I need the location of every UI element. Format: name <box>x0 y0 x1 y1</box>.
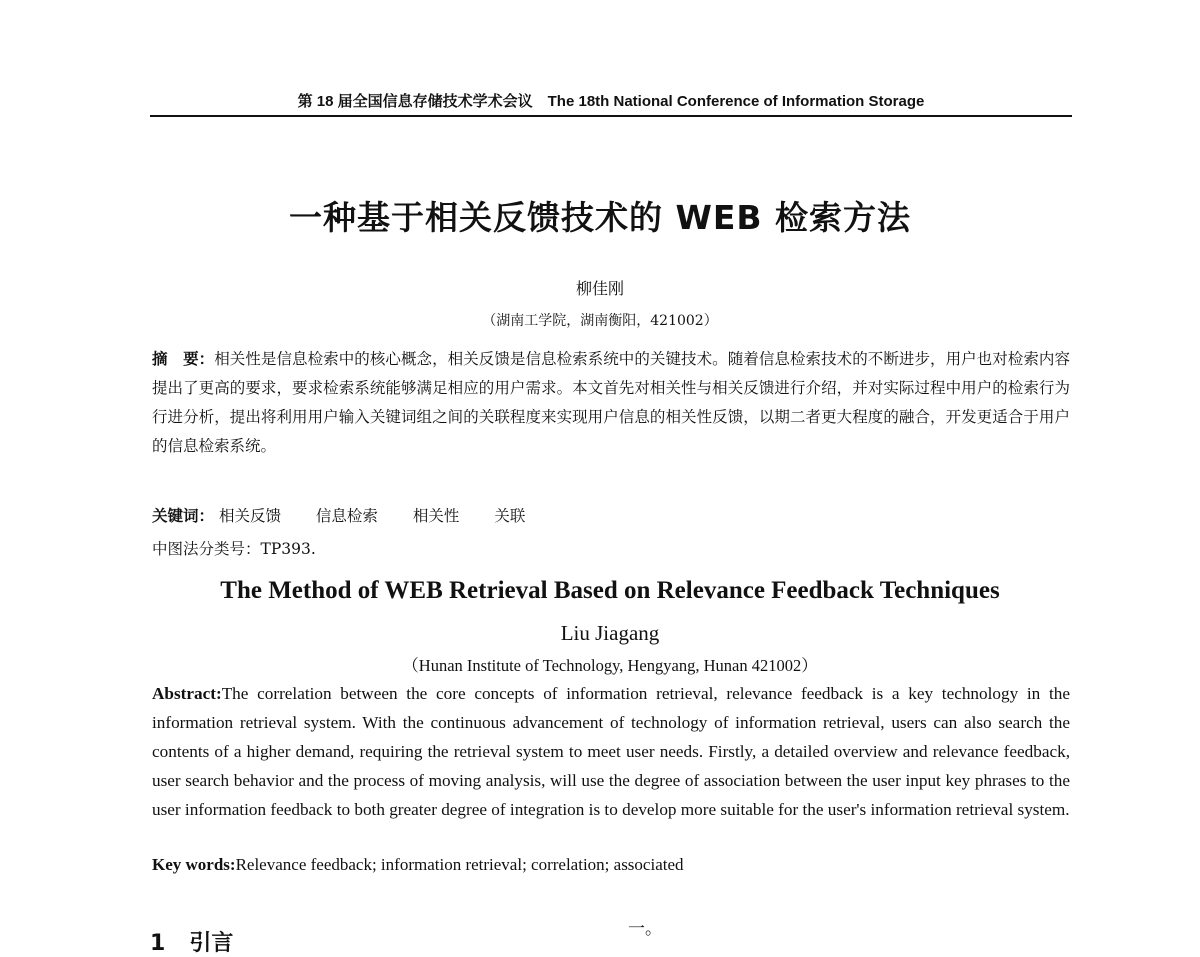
english-title: The Method of WEB Retrieval Based on Relevance Feedback Techniques <box>220 577 1000 604</box>
english-affiliation: （Hunan Institute of Technology, Hengyang, Hunan 421002） <box>402 656 818 675</box>
chinese-author: 柳佳刚 <box>575 279 624 298</box>
header-rule <box>150 115 1072 117</box>
english-abstract <box>152 679 1070 824</box>
chinese-keyword: 信息检索 <box>315 507 378 525</box>
chinese-abstract-label: 摘 要： <box>152 350 215 368</box>
chinese-keyword: 相关反馈 <box>218 507 281 525</box>
chinese-abstract-text: 相关性是信息检索中的核心概念，相关反馈是信息检索系统中的关键技术。随着信息检索技术的不断进步，用户也对检索内容提出了更高的要求，要求检索系统能够满足相应的用户需求。本文首先对相关性与相关反馈进行介绍，并对实际过程中用户的检索行为行进分析，提出将利用用户输入关键词组之间的关联程度来实现用户信息的相关性反馈，以期二者更大程度的融合，开发更适合于用户的信息检索系统。 <box>152 350 1070 455</box>
chinese-keyword: 关联 <box>494 507 526 525</box>
chinese-keywords-label: 关键词： <box>152 507 215 525</box>
section-title: 引言 <box>189 931 234 956</box>
english-keywords <box>152 855 1070 875</box>
english-keywords-text: Relevance feedback; information retrieval; correlation; associated <box>235 855 684 874</box>
english-abstract-label: Abstract: <box>152 684 222 703</box>
running-header: 第 18 届全国信息存储技术学术会议 The 18th National Conference of Information Storage <box>297 93 925 110</box>
chinese-affiliation: （湖南工学院，湖南衡阳，421002） <box>482 313 718 329</box>
english-abstract-text: The correlation between the core concepts of information retrieval, relevance feedback is a key technology in the information retrieval system. With the continuous advancement of technology of information retrieval, users can also search the contents of a higher demand, requiring the retrieval system to meet user needs. Firstly, a detailed overview and relevance feedback, user search behavior and the process of moving analysis, will use the degree of association between the user input key phrases to the user information feedback to both greater degree of integration is to develop more suitable for the user's information retrieval system. <box>152 684 1070 819</box>
english-keywords-label: Key words: <box>152 855 236 874</box>
chinese-title: 一种基于相关反馈技术的 WEB 检索方法 <box>288 198 912 237</box>
chinese-keywords <box>152 504 1070 526</box>
english-author: Liu Jiagang <box>560 621 660 645</box>
chinese-keyword: 相关性 <box>412 507 460 525</box>
section-heading <box>150 926 233 957</box>
chinese-abstract <box>152 345 1070 461</box>
right-column-fragment: 一。 <box>628 919 662 939</box>
section-number: 1 <box>150 931 166 956</box>
classification-number: 中图法分类号：TP393. <box>152 540 316 558</box>
